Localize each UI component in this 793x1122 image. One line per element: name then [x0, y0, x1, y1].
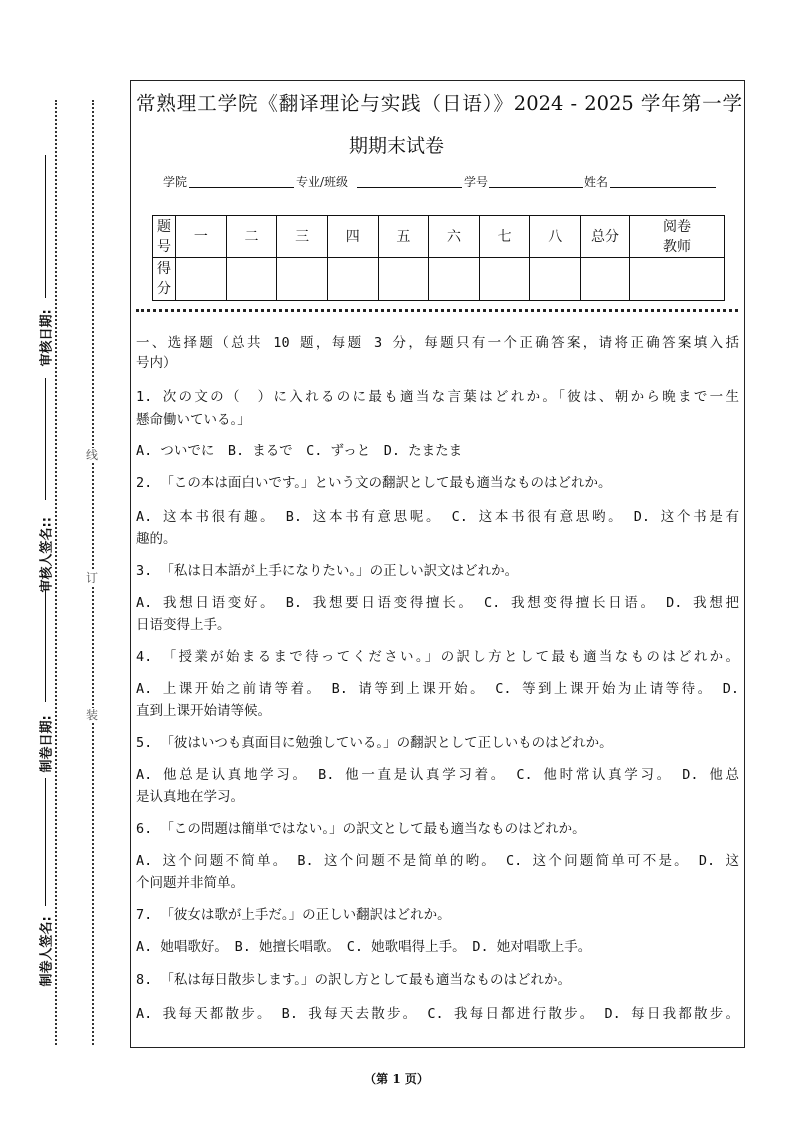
field-college-label: 学院	[163, 175, 188, 189]
text-line: 7. 「彼女は歌が上手だ。」の正しい翻訳はどれか。	[136, 907, 451, 923]
label-char: 号	[157, 238, 171, 255]
text-line: 一、选择题（总共 10 题，每题 3 分，每题只有一个正确答案，请将正确答案填入括	[136, 335, 739, 351]
text-line: 6. 「この問題は簡単ではない。」の訳文として最も適当なものはどれか。	[136, 821, 586, 837]
score-cell[interactable]	[530, 258, 581, 301]
col-2: 二	[226, 216, 277, 258]
review-date-label: 审核日期:	[39, 309, 55, 367]
col-reviewer	[630, 216, 725, 258]
binding-dotted-line-outer	[55, 100, 57, 1045]
text-line: 8. 「私は毎日散歩します。」の訳し方として最も適当なものはどれか。	[136, 972, 572, 988]
score-table-header-row	[153, 216, 725, 258]
field-id-blank[interactable]	[489, 187, 583, 188]
label-char: 题	[157, 218, 171, 235]
score-cell[interactable]	[581, 258, 630, 301]
label-char: 分	[157, 281, 171, 297]
text-line: A. 我每天都散步。 B. 我每天去散步。 C. 我每日都进行散步。 D. 每日我都散步。	[136, 1006, 739, 1022]
prepare-date-label: 制卷日期:	[39, 715, 55, 773]
score-cell[interactable]	[630, 258, 725, 301]
text-line: A. 他总是认真地学习。 B. 他一直是认真学习着。 C. 他时常认真学习。 D. 他总	[136, 767, 739, 783]
reviewer-label-1: 阅卷	[663, 218, 691, 235]
text-line: A. 这本书很有趣。 B. 这本书有意思呢。 C. 这本书很有意思哟。 D. 这个书是有	[136, 509, 739, 525]
col-5: 五	[378, 216, 429, 258]
text-line: A. 上课开始之前请等着。 B. 请等到上课开始。 C. 等到上课开始为止请等待。 D.	[136, 681, 739, 697]
binding-char-staple: 订	[86, 571, 99, 585]
score-cell[interactable]	[429, 258, 480, 301]
score-cell[interactable]	[378, 258, 429, 301]
text-line: 懸命働いている。」	[136, 412, 251, 428]
score-cell[interactable]	[226, 258, 277, 301]
exam-title: 常熟理工学院《翻译理论与实践（日语）》2024 - 2025 学年第一学	[136, 92, 742, 115]
col-total: 总分	[581, 216, 630, 258]
field-id-label: 学号	[464, 175, 489, 189]
preparer-signature-underline	[45, 778, 46, 906]
text-line: 号内）	[136, 355, 177, 371]
reviewer-signature-label: 审核人签名::	[39, 517, 55, 593]
exam-subtitle: 期期末试卷	[348, 135, 444, 157]
prepare-date-underline	[45, 590, 46, 702]
text-line: A. ついでに B. まるで C. ずっと D. たまたま	[136, 443, 463, 459]
col-7: 七	[479, 216, 530, 258]
row-label-score	[153, 258, 176, 301]
score-cell[interactable]	[327, 258, 378, 301]
field-major-blank[interactable]	[357, 187, 462, 188]
score-table-score-row	[153, 258, 725, 301]
label-char: 得	[157, 261, 171, 277]
reviewer-signature-underline	[45, 378, 46, 500]
score-table	[152, 215, 725, 301]
score-cell[interactable]	[479, 258, 530, 301]
text-line: A. 她唱歌好。 B. 她擅长唱歌。 C. 她歌唱得上手。 D. 她对唱歌上手。	[136, 939, 592, 955]
text-line: A. 我想日语变好。 B. 我想要日语变得擅长。 C. 我想变得擅长日语。 D. 我想把	[136, 595, 739, 611]
binding-char-bind: 装	[86, 708, 99, 722]
text-line: 5. 「彼はいつも真面目に勉強している。」の翻訳として正しいものはどれか。	[136, 735, 613, 751]
text-line: 2. 「この本は面白いです。」という文の翻訳として最も適当なものはどれか。	[136, 475, 612, 491]
binding-char-line: 线	[86, 448, 99, 462]
row-label-question	[153, 216, 176, 258]
dotted-separator	[136, 309, 738, 312]
col-3: 三	[277, 216, 328, 258]
col-8: 八	[530, 216, 581, 258]
field-college-blank[interactable]	[189, 187, 294, 188]
text-line: 直到上课开始请等候。	[136, 703, 271, 719]
col-6: 六	[429, 216, 480, 258]
col-1: 一	[176, 216, 227, 258]
page-number: （第 1 页）	[364, 1072, 429, 1086]
score-cell[interactable]	[277, 258, 328, 301]
field-name-label: 姓名	[584, 175, 609, 189]
text-line: 4. 「授業が始まるまで待ってください。」の訳し方として最も適当なものはどれか。	[136, 649, 739, 665]
text-line: 趣的。	[136, 531, 177, 547]
field-name-blank[interactable]	[610, 187, 716, 188]
reviewer-label-2: 教师	[663, 238, 691, 255]
text-line: 1. 次の文の（ ）に入れるのに最も適当な言葉はどれか。「彼は、朝から晩まで一生	[136, 389, 739, 405]
review-date-underline	[45, 155, 46, 298]
field-major-label: 专业/班级	[296, 175, 349, 189]
text-line: A. 这个问题不简单。 B. 这个问题不是简单的哟。 C. 这个问题简单可不是。 D. 这	[136, 853, 739, 869]
text-line: 个问题并非简单。	[136, 875, 244, 891]
score-cell[interactable]	[176, 258, 227, 301]
preparer-signature-label: 制卷人签名:	[39, 916, 55, 987]
text-line: 3. 「私は日本語が上手になりたい。」の正しい訳文はどれか。	[136, 563, 519, 579]
text-line: 是认真地在学习。	[136, 789, 244, 805]
col-4: 四	[327, 216, 378, 258]
text-line: 日语变得上手。	[136, 617, 231, 633]
